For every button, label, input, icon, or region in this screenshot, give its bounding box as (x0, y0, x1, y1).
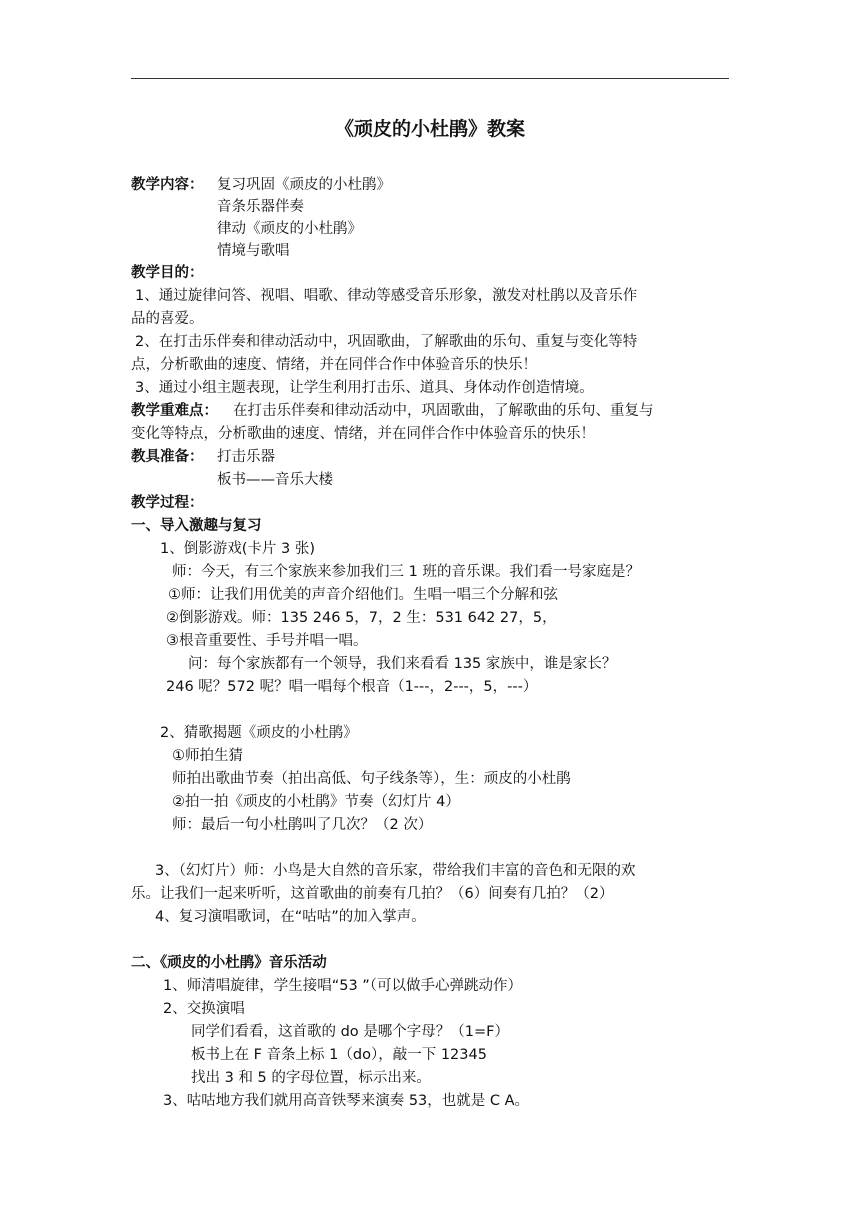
process-line: 3、咕咕地方我们就用高音铁琴来演奏 53，也就是 C A。 (163, 1093, 530, 1109)
section-heading: 一、导入激趣与复习 (131, 518, 262, 534)
process-line: 同学们看看，这首歌的 do 是哪个字母？（1=F） (191, 1024, 510, 1040)
goal-line: 2、在打击乐伴奏和律动活动中，巩固歌曲，了解歌曲的乐句、重复与变化等特 (135, 334, 638, 350)
key-points-line: 在打击乐伴奏和律动活动中，巩固歌曲，了解歌曲的乐句、重复与 (233, 403, 654, 419)
goal-line: 1、通过旋律问答、视唱、唱歌、律动等感受音乐形象，激发对杜鹃以及音乐作 (135, 288, 638, 304)
process-line: ③根音重要性、手号并唱一唱。 (166, 633, 368, 649)
page-title: 《顽皮的小杜鹃》教案 (334, 118, 525, 140)
process-line: 问：每个家族都有一个领导，我们来看看 135 家族中，谁是家长？ (188, 656, 617, 672)
content-item: 复习巩固《顽皮的小杜鹃》 (217, 177, 391, 193)
key-points-line: 变化等特点，分析歌曲的速度、情绪，并在同伴合作中体验音乐的快乐！ (131, 426, 595, 442)
process-line: ②倒影游戏。师：135 246 5，7，2 生：531 642 27，5， (166, 610, 557, 626)
teaching-content-label: 教学内容： (131, 177, 204, 193)
process-line: 4、复习演唱歌词，在“咕咕”的加入掌声。 (155, 909, 426, 925)
content-item: 律动《顽皮的小杜鹃》 (217, 221, 362, 237)
tool-item: 板书——音乐大楼 (217, 472, 333, 488)
process-line: 2、交换演唱 (163, 1001, 245, 1017)
header-rule (131, 78, 729, 79)
process-line: 246 呢？572 呢？唱一唱每个根音（1---，2---，5，---） (166, 679, 538, 695)
process-line: 板书上在 F 音条上标 1（do），敲一下 12345 (191, 1047, 487, 1063)
goal-line: 品的喜爱。 (131, 311, 204, 327)
process-line: ①师：让我们用优美的声音介绍他们。生唱一唱三个分解和弦 (168, 587, 558, 603)
process-line: ①师拍生猜 (172, 748, 243, 764)
process-line: ②拍一拍《顽皮的小杜鹃》节奏（幻灯片 4） (172, 794, 460, 810)
process-line: 1、倒影游戏(卡片 3 张) (160, 541, 315, 557)
process-line: 师拍出歌曲节奏（拍出高低、句子线条等），生：顽皮的小杜鹃 (172, 771, 571, 787)
process-line: 乐。让我们一起来听听，这首歌曲的前奏有几拍？（6）间奏有几拍？（2） (131, 886, 614, 902)
key-points-label: 教学重难点： (131, 403, 218, 419)
teaching-goals-label: 教学目的： (131, 265, 204, 281)
process-line: 师：今天，有三个家族来参加我们三 1 班的音乐课。我们看一号家庭是？ (172, 564, 640, 580)
teaching-process-label: 教学过程： (131, 495, 204, 511)
goal-line: 点，分析歌曲的速度、情绪，并在同伴合作中体验音乐的快乐！ (131, 357, 537, 373)
section-heading: 二、《顽皮的小杜鹃》音乐活动 (131, 955, 327, 971)
process-line: 3、（幻灯片）师：小鸟是大自然的音乐家，带给我们丰富的音色和无限的欢 (155, 863, 636, 879)
content-item: 音条乐器伴奏 (217, 199, 304, 215)
tool-item: 打击乐器 (217, 449, 275, 465)
goal-line: 3、通过小组主题表现，让学生利用打击乐、道具、身体动作创造情境。 (135, 380, 594, 396)
teaching-tools-label: 教具准备： (131, 449, 204, 465)
process-line: 2、猜歌揭题《顽皮的小杜鹃》 (160, 725, 358, 741)
process-line: 1、师清唱旋律，学生接唱“53 ”（可以做手心弹跳动作） (163, 978, 523, 994)
content-item: 情境与歌唱 (217, 243, 290, 259)
process-line: 找出 3 和 5 的字母位置，标示出来。 (191, 1070, 431, 1086)
process-line: 师：最后一句小杜鹃叫了几次？（2 次） (172, 817, 433, 833)
